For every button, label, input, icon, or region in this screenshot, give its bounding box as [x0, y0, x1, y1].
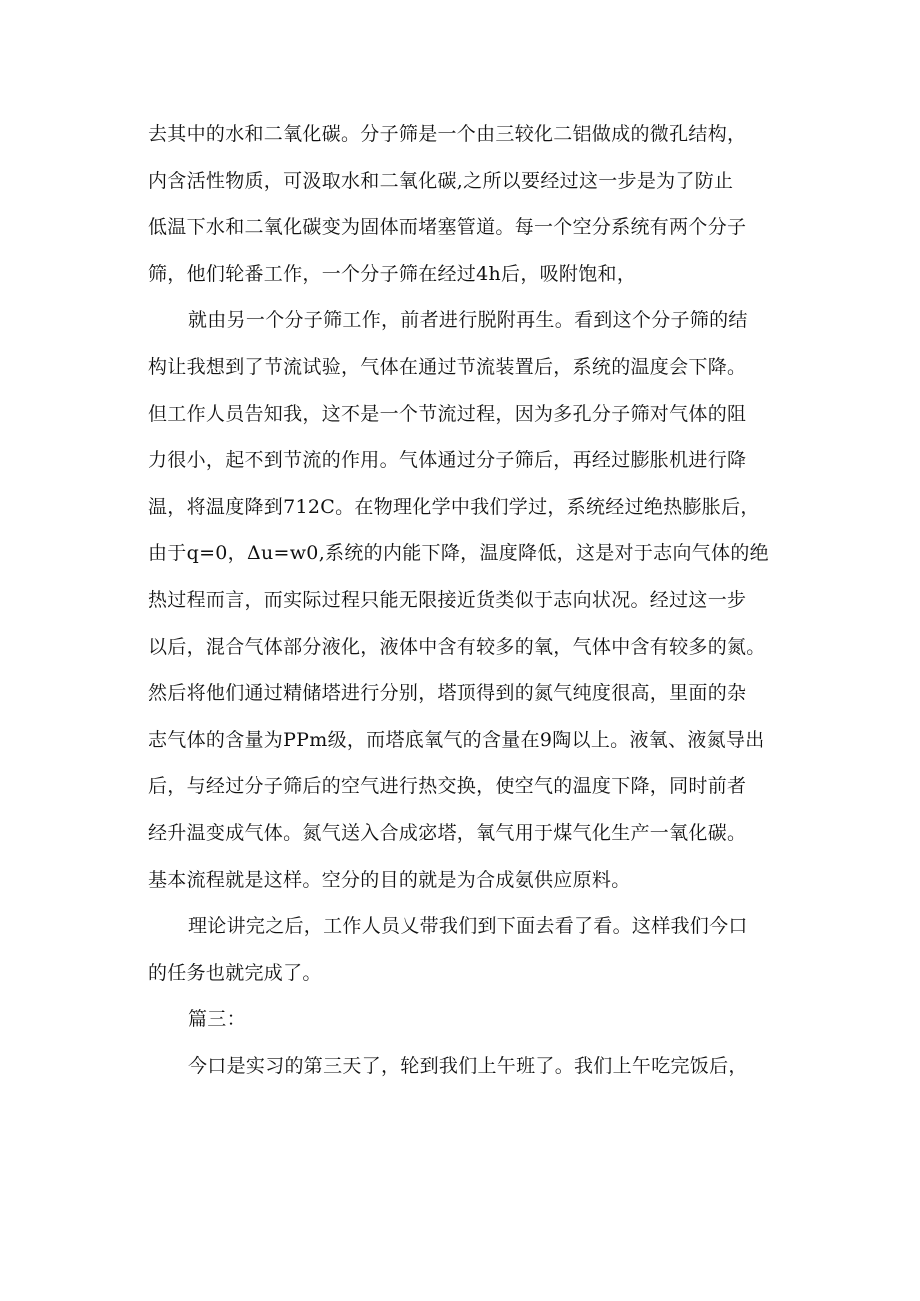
- text-line: 内含活性物质，可汲取水和二氧化碳,之所以要经过这一步是为了防止: [148, 169, 734, 192]
- text-line: 以后，混合气体部分液化，液体中含有较多的氧，气体中含有较多的氮。: [148, 635, 766, 658]
- text-line: 今口是实习的第三天了，轮到我们上午班了。我们上午吃完饭后，: [188, 1054, 748, 1077]
- body-text: [148, 111, 778, 1089]
- text-line: 温，将温度降到712C。在物理化学中我们学过，系统经过绝热膨胀后，: [148, 495, 760, 518]
- section-heading: 篇三：: [188, 1008, 246, 1031]
- text-line: 后，与经过分子筛后的空气进行热交换，使空气的温度下降，同时前者: [148, 775, 747, 798]
- text-line: 但工作人员告知我，这不是一个节流过程，因为多孔分子筛对气体的阻: [148, 402, 747, 425]
- text-line: 的任务也就完成了。: [148, 961, 322, 984]
- text-line: 低温下水和二氧化碳变为固体而堵塞管道。每一个空分系统有两个分子: [148, 216, 747, 239]
- text-line: 筛，他们轮番工作，一个分子筛在经过4h后，吸附饱和，: [148, 262, 637, 285]
- text-line: 热过程而言，而实际过程只能无限接近货类似于志向状况。经过这一步: [148, 588, 747, 611]
- text-line: 然后将他们通过精储塔进行分别，塔顶得到的氮气纯度很高，里面的杂: [148, 682, 747, 705]
- text-line: 构让我想到了节流试验，气体在通过节流装置后，系统的温度会下降。: [148, 355, 747, 378]
- text-line: 经升温变成气体。氮气送入合成宓塔，氧气用于煤气化生产一氧化碳。: [148, 821, 747, 844]
- text-line: 去其中的水和二氧化碳。分子筛是一个由三较化二铝做成的微孔结构，: [148, 123, 747, 145]
- text-line: 基本流程就是这样。空分的目的就是为合成氨供应原料。: [148, 868, 631, 891]
- text-line: 理论讲完之后，工作人员乂带我们到下面去看了看。这样我们今口: [188, 915, 748, 938]
- text-line: 力很小，起不到节流的作用。气体通过分子筛后，再经过膨胀机进行降: [148, 449, 747, 472]
- text-line: 志气体的含量为PPm级，而塔底氧气的含量在9陶以上。液氧、液氮导出: [148, 728, 765, 751]
- text-line: 由于q=0，Δu=w0,系统的内能下降，温度降低，这是对于志向气体的绝: [148, 542, 769, 565]
- text-line: 就由另一个分子筛工作，前者进行脱附再生。看到这个分子筛的结: [188, 309, 748, 332]
